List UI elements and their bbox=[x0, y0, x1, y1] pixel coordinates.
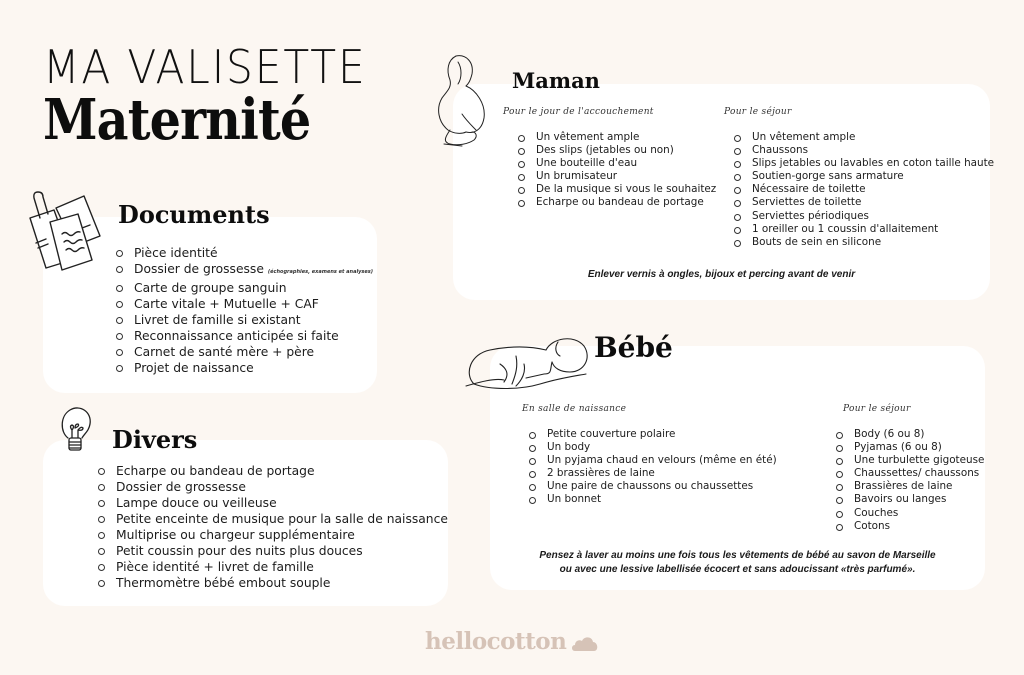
bebe-col2-list bbox=[834, 428, 984, 533]
bebe-note-line-2: ou avec une lessive labellisée écocert et sans adoucissant «très parfumé». bbox=[559, 564, 916, 575]
maman-col1-list bbox=[516, 131, 716, 210]
list-item-note: (échographies, examens et analyses) bbox=[267, 269, 374, 275]
list-item: Slips jetables ou lavables en coton taille haute bbox=[732, 157, 994, 170]
documents-heading: Documents bbox=[118, 200, 270, 229]
documents-list bbox=[114, 245, 373, 376]
list-item: Serviettes de toilette bbox=[732, 196, 994, 209]
list-item: Petite enceinte de musique pour la salle de naissance bbox=[96, 511, 448, 527]
list-item: Un vêtement ample bbox=[516, 131, 716, 144]
list-item: De la musique si vous le souhaitez bbox=[516, 183, 716, 196]
list-item: Un body bbox=[527, 441, 777, 454]
lightbulb-icon bbox=[58, 404, 94, 456]
list-item: Chaussettes/ chaussons bbox=[834, 467, 984, 480]
maman-col2-subtitle: Pour le séjour bbox=[724, 107, 792, 117]
cloud-icon bbox=[571, 635, 599, 653]
bebe-col1-list bbox=[527, 428, 777, 507]
list-item: Projet de naissance bbox=[114, 360, 373, 376]
list-item: Pièce identité + livret de famille bbox=[96, 559, 448, 575]
page-title: Maternité bbox=[43, 87, 311, 153]
bebe-col1-subtitle: En salle de naissance bbox=[522, 404, 627, 414]
sleeping-baby-icon bbox=[460, 334, 595, 394]
divers-heading: Divers bbox=[112, 425, 198, 454]
list-item: 2 brassières de laine bbox=[527, 467, 777, 480]
list-item: Soutien-gorge sans armature bbox=[732, 170, 994, 183]
list-item: Echarpe ou bandeau de portage bbox=[516, 196, 716, 209]
list-item: Un vêtement ample bbox=[732, 131, 994, 144]
list-item: Bavoirs ou langes bbox=[834, 493, 984, 506]
list-item: Thermomètre bébé embout souple bbox=[96, 575, 448, 591]
list-item: Couches bbox=[834, 507, 984, 520]
maman-note: Enlever vernis à ongles, bijoux et percing avant de venir bbox=[587, 269, 856, 280]
list-item: Pyjamas (6 ou 8) bbox=[834, 441, 984, 454]
maman-col1-subtitle: Pour le jour de l'accouchement bbox=[503, 107, 654, 117]
list-item: Brassières de laine bbox=[834, 480, 984, 493]
bebe-col2-subtitle: Pour le séjour bbox=[843, 404, 911, 414]
divers-list bbox=[96, 463, 448, 591]
list-item: Dossier de grossesse (échographies, examens et analyses) bbox=[114, 261, 373, 280]
list-item: Chaussons bbox=[732, 144, 994, 157]
list-item: Un bonnet bbox=[527, 493, 777, 506]
list-item: Body (6 ou 8) bbox=[834, 428, 984, 441]
list-item: Bouts de sein en silicone bbox=[732, 236, 994, 249]
list-item: Petite couverture polaire bbox=[527, 428, 777, 441]
list-item: Echarpe ou bandeau de portage bbox=[96, 463, 448, 479]
list-item: Multiprise ou chargeur supplémentaire bbox=[96, 527, 448, 543]
list-item: Un brumisateur bbox=[516, 170, 716, 183]
list-item: Des slips (jetables ou non) bbox=[516, 144, 716, 157]
list-item: Carnet de santé mère + père bbox=[114, 344, 373, 360]
list-item: Un pyjama chaud en velours (même en été) bbox=[527, 454, 777, 467]
bebe-note-line-1: Pensez à laver au moins une fois tous les vêtements de bébé au savon de Marseille bbox=[539, 550, 936, 561]
list-item: Lampe douce ou veilleuse bbox=[96, 495, 448, 511]
list-item: Carte vitale + Mutuelle + CAF bbox=[114, 296, 373, 312]
brand-logo: hellocotton bbox=[425, 628, 567, 655]
bebe-heading: Bébé bbox=[594, 331, 673, 364]
list-item: Dossier de grossesse bbox=[96, 479, 448, 495]
list-item: Carte de groupe sanguin bbox=[114, 280, 373, 296]
list-item: Une bouteille d'eau bbox=[516, 157, 716, 170]
list-item: Nécessaire de toilette bbox=[732, 183, 994, 196]
list-item: Reconnaissance anticipée si faite bbox=[114, 328, 373, 344]
list-item: Serviettes périodiques bbox=[732, 210, 994, 223]
list-item: Livret de famille si existant bbox=[114, 312, 373, 328]
documents-icon bbox=[22, 188, 112, 278]
maman-heading: Maman bbox=[512, 68, 600, 93]
list-item: Cotons bbox=[834, 520, 984, 533]
maman-col2-list bbox=[732, 131, 994, 249]
list-item: Une paire de chaussons ou chaussettes bbox=[527, 480, 777, 493]
title-line-1: MA VALISETTE bbox=[43, 40, 367, 94]
list-item: Petit coussin pour des nuits plus douces bbox=[96, 543, 448, 559]
bebe-note bbox=[490, 549, 985, 577]
list-item: Pièce identité bbox=[114, 245, 373, 261]
list-item: Une turbulette gigoteuse bbox=[834, 454, 984, 467]
list-item: 1 oreiller ou 1 coussin d'allaitement bbox=[732, 223, 994, 236]
pregnant-woman-icon bbox=[432, 52, 494, 152]
